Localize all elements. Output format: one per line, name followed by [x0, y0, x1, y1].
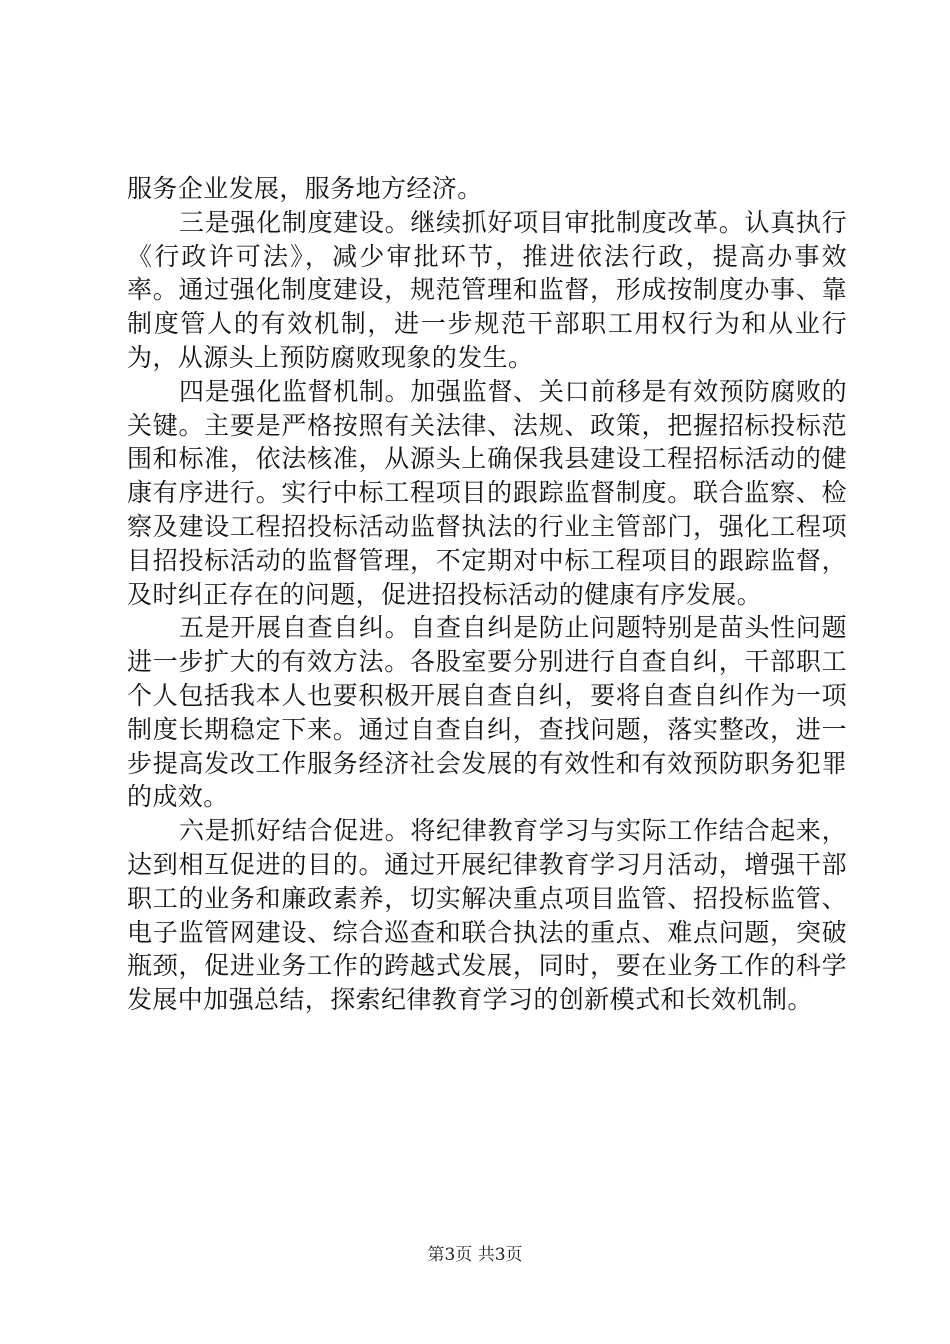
- paragraph-institution-building: 三是强化制度建设。继续抓好项目审批制度改革。认真执行《行政许可法》，减少审批环节，推进依法行政，提高办事效率。通过强化制度建设，规范管理和监督，形成按制度办事、靠制度管人的有效机制，进一步规范干部职工用权行为和从业行为，从源头上预防腐败现象的发生。: [127, 207, 847, 372]
- document-body: [127, 172, 847, 1017]
- paragraph-continuation: 服务企业发展，服务地方经济。: [127, 174, 483, 203]
- paragraph-supervision-mechanism: 四是强化监督机制。加强监督、关口前移是有效预防腐败的关键。主要是严格按照有关法律、法规、政策，把握招标投标范围和标准，依法核准，从源头上确保我县建设工程招标活动的健康有序进行。实行中标工程项目的跟踪监督制度。联合监察、检察及建设工程招投标活动监督执法的行业主管部门，强化工程项目招投标活动的监督管理，不定期对中标工程项目的跟踪监督，及时纠正存在的问题，促进招投标活动的健康有序发展。: [127, 376, 847, 609]
- paragraph-combined-promotion: 六是抓好结合促进。将纪律教育学习与实际工作结合起来，达到相互促进的目的。通过开展纪律教育学习月活动，增强干部职工的业务和廉政素养，切实解决重点项目监管、招投标监管、电子监管网建设、综合巡查和联合执法的重点、难点问题，突破瓶颈，促进业务工作的跨越式发展，同时，要在业务工作的科学发展中加强总结，探索纪律教育学习的创新模式和长效机制。: [127, 816, 847, 1015]
- paragraph-self-inspection: 五是开展自查自纠。自查自纠是防止问题特别是苗头性问题进一步扩大的有效方法。各股室要分别进行自查自纠，干部职工个人包括我本人也要积极开展自查自纠，要将自查自纠作为一项制度长期稳定下来。通过自查自纠，查找问题，落实整改，进一步提高发改工作服务经济社会发展的有效性和有效预防职务犯罪的成效。: [127, 613, 847, 812]
- page-number-footer: 第3页 共3页: [427, 1245, 523, 1265]
